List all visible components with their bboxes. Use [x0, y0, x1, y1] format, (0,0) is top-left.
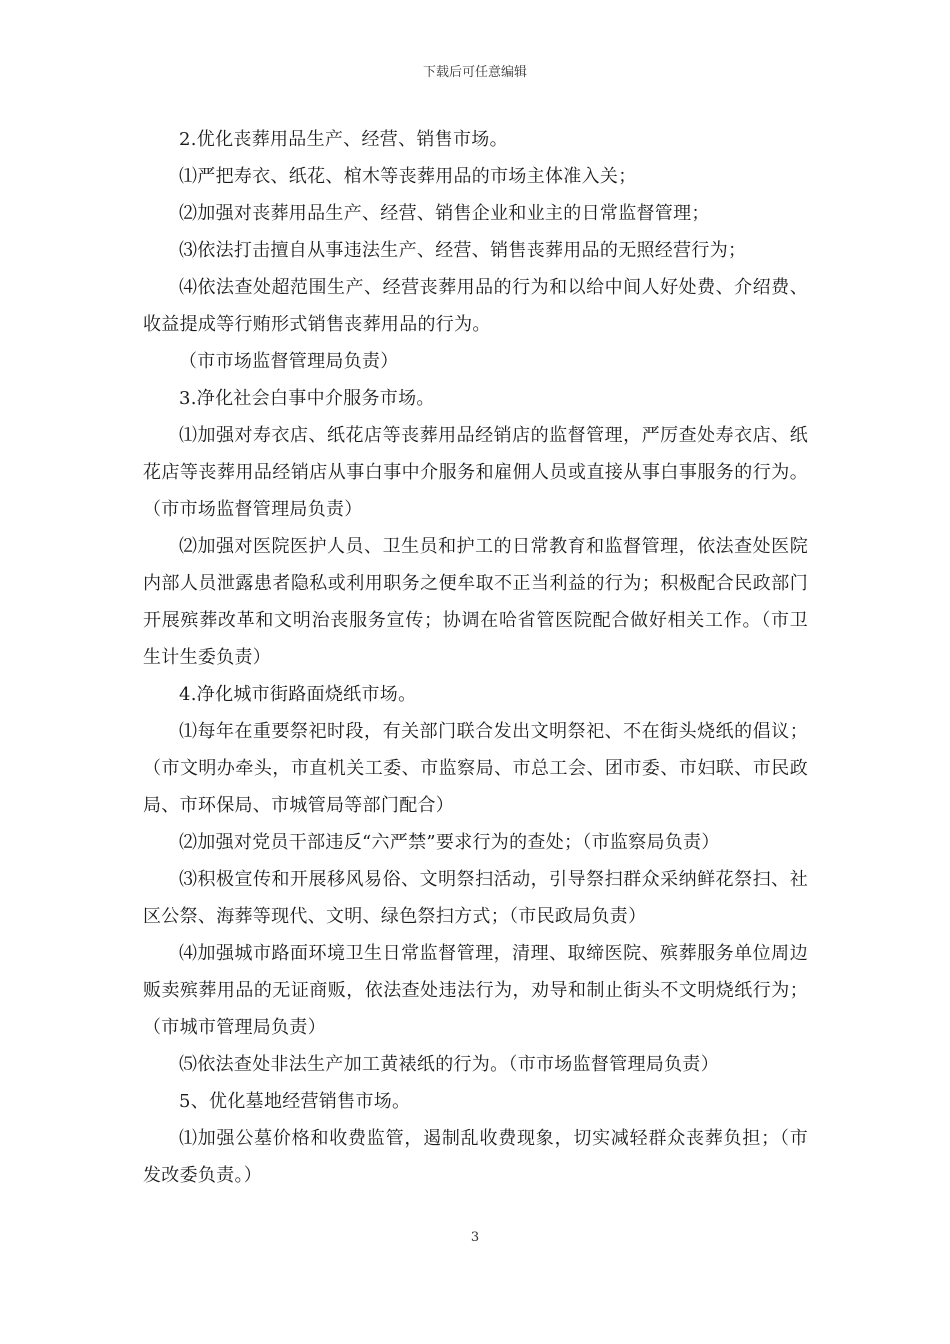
paragraph: 2.优化丧葬用品生产、经营、销售市场。 — [179, 129, 508, 150]
paragraph: ⑴加强对寿衣店、纸花店等丧葬用品经销店的监督管理，严厉查处寿衣店、纸花店等丧葬用品经销店从事白事中介服务和雇佣人员或直接从事白事服务的行为。（市市场监督管理局负责） — [143, 425, 808, 520]
paragraph: 5、优化墓地经营销售市场。 — [179, 1091, 411, 1112]
paragraph: （市市场监督管理局负责） — [179, 351, 399, 372]
paragraph: ⑷依法查处超范围生产、经营丧葬用品的行为和以给中间人好处费、介绍费、收益提成等行贿形式销售丧葬用品的行为。 — [143, 277, 808, 335]
paragraph: ⑶积极宣传和开展移风易俗、文明祭扫活动，引导祭扫群众采纳鲜花祭扫、社区公祭、海葬等现代、文明、绿色祭扫方式；（市民政局负责） — [143, 869, 808, 927]
paragraph: ⑴加强公墓价格和收费监管，遏制乱收费现象，切实减轻群众丧葬负担；（市发改委负责。） — [143, 1128, 808, 1186]
paragraph: ⑴每年在重要祭祀时段，有关部门联合发出文明祭祀、不在街头烧纸的倡议；（市文明办牵头，市直机关工委、市监察局、市总工会、团市委、市妇联、市民政局、市环保局、市城管局等部门配合） — [143, 721, 808, 816]
paragraph: ⑵加强对医院医护人员、卫生员和护工的日常教育和监督管理，依法查处医院内部人员泄露患者隐私或利用职务之便牟取不正当利益的行为；积极配合民政部门开展殡葬改革和文明治丧服务宣传；协调在哈省管医院配合做好相关工作。（市卫生计生委负责） — [143, 536, 808, 668]
paragraph: ⑷加强城市路面环境卫生日常监督管理，清理、取缔医院、殡葬服务单位周边贩卖殡葬用品的无证商贩，依法查处违法行为，劝导和制止街头不文明烧纸行为；（市城市管理局负责） — [143, 943, 808, 1038]
page-header: 下载后可任意编辑 — [422, 65, 527, 80]
paragraph: 3.净化社会白事中介服务市场。 — [179, 388, 435, 409]
paragraph: ⑵加强对党员干部违反“六严禁”要求行为的查处；（市监察局负责） — [179, 832, 720, 853]
paragraph: ⑴严把寿衣、纸花、棺木等丧葬用品的市场主体准入关； — [179, 166, 637, 187]
paragraph: ⑶依法打击擅自从事违法生产、经营、销售丧葬用品的无照经营行为； — [179, 240, 747, 261]
page-number: 3 — [470, 1230, 480, 1245]
paragraph: 4.净化城市街路面烧纸市场。 — [179, 684, 417, 705]
paragraph: ⑸依法查处非法生产加工黄裱纸的行为。（市市场监督管理局负责） — [179, 1054, 719, 1075]
paragraph: ⑵加强对丧葬用品生产、经营、销售企业和业主的日常监督管理； — [179, 203, 710, 224]
document-body — [143, 121, 808, 1194]
